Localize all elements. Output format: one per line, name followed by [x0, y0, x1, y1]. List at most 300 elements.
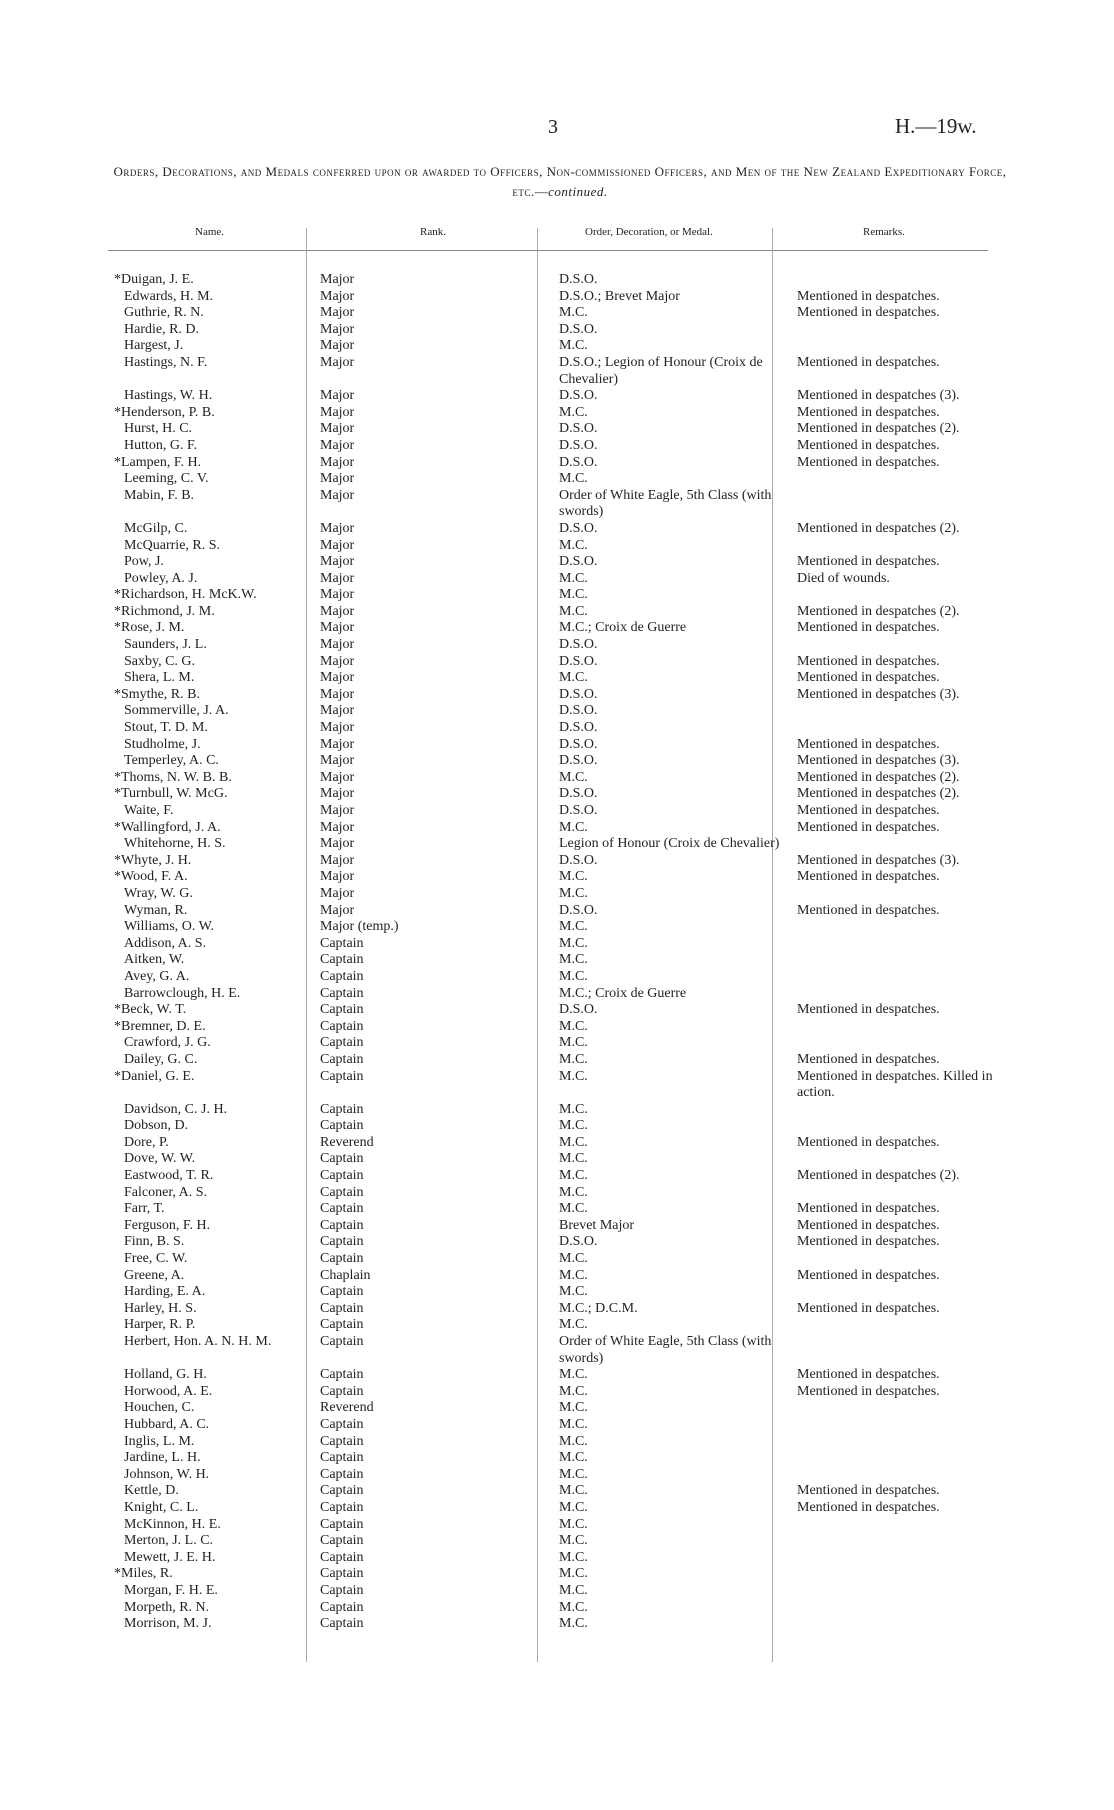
rank-cell: Major [320, 437, 355, 453]
order-cell: D.S.O. [559, 852, 598, 868]
table-row [110, 1135, 1017, 1152]
remarks-cell: Mentioned in despatches. [797, 1201, 940, 1217]
name-cell: Merton, J. L. C. [124, 1533, 214, 1549]
name-cell: Waite, F. [124, 803, 174, 818]
table-row [110, 1201, 1017, 1218]
table-row [110, 703, 1017, 720]
order-cell: Order of White Eagle, 5th Class (with swords) [559, 487, 772, 520]
table-row [110, 969, 1017, 986]
name-cell: Dobson, D. [124, 1118, 189, 1134]
remarks-cell: Mentioned in despatches. [797, 1134, 940, 1150]
order-cell: D.S.O. [559, 686, 598, 702]
name-cell: *Whyte, J. H. [114, 852, 192, 868]
name-cell: Harley, H. S. [124, 1300, 197, 1316]
table-row [110, 1168, 1017, 1185]
table-row [110, 1118, 1017, 1135]
order-cell: Legion of Honour (Croix de Chevalier) [559, 836, 780, 852]
rank-cell: Major [320, 520, 355, 536]
name-cell: Harper, R. P. [124, 1317, 196, 1333]
rank-cell: Captain [320, 1533, 364, 1549]
order-cell: M.C.; Croix de Guerre [559, 985, 687, 1001]
name-cell: *Miles, R. [114, 1566, 173, 1582]
rank-cell: Major [320, 537, 355, 553]
remarks-cell [789, 986, 1017, 1003]
remarks-cell: Mentioned in despatches. [797, 819, 940, 835]
remarks-cell: Mentioned in despatches (2). [797, 520, 960, 536]
remarks-cell: Mentioned in despatches. [797, 670, 940, 686]
name-cell: Guthrie, R. N. [124, 305, 204, 321]
name-cell: Sommerville, J. A. [124, 703, 229, 719]
name-cell: Barrowclough, H. E. [124, 985, 241, 1001]
order-cell: M.C. [559, 1151, 588, 1167]
name-cell: Greene, A. [124, 1267, 185, 1283]
order-cell: M.C. [559, 952, 588, 968]
name-cell: *Bremner, D. E. [114, 1018, 206, 1034]
rank-cell: Major [320, 554, 355, 570]
remarks-cell [789, 1118, 1017, 1135]
rank-cell: Major [320, 354, 355, 370]
name-cell: Jardine, L. H. [124, 1450, 201, 1466]
order-cell: M.C. [559, 537, 588, 553]
table-row [110, 1600, 1017, 1617]
remarks-cell [789, 936, 1017, 953]
name-cell: Eastwood, T. R. [124, 1168, 214, 1184]
remarks-cell: Mentioned in despatches. [797, 1002, 940, 1018]
rank-cell: Chaplain [320, 1267, 371, 1283]
remarks-cell [789, 703, 1017, 720]
table-row [110, 1500, 1017, 1517]
remarks-cell: Mentioned in despatches. [797, 454, 940, 470]
order-cell: D.S.O. [559, 736, 598, 752]
remarks-cell: Mentioned in despatches. [797, 305, 940, 321]
name-cell: Free, C. W. [124, 1251, 188, 1267]
name-cell: Dore, P. [124, 1134, 169, 1150]
remarks-cell: Mentioned in despatches. [797, 653, 940, 669]
remarks-cell: Mentioned in despatches. [797, 736, 940, 752]
remarks-cell [789, 322, 1017, 339]
remarks-cell [789, 1284, 1017, 1301]
name-cell: Davidson, C. J. H. [124, 1101, 228, 1117]
remarks-cell [789, 538, 1017, 555]
remarks-cell: Mentioned in despatches. Killed in action. [797, 1068, 993, 1101]
rank-cell: Captain [320, 935, 364, 951]
remarks-cell [789, 1434, 1017, 1451]
table-row [110, 869, 1017, 886]
remarks-cell [789, 1566, 1017, 1583]
order-cell: M.C. [559, 471, 588, 487]
order-cell: M.C. [559, 1068, 588, 1084]
remarks-cell: Mentioned in despatches (2). [797, 769, 960, 785]
table-row [110, 886, 1017, 903]
table-row [110, 620, 1017, 637]
table-row [110, 1301, 1017, 1318]
rank-cell: Captain [320, 1184, 364, 1200]
table-row [110, 1317, 1017, 1334]
order-cell: M.C. [559, 1317, 588, 1333]
order-cell: M.C. [559, 305, 588, 321]
column-header-remarks: Remarks. [863, 226, 905, 238]
order-cell: D.S.O. [559, 720, 598, 736]
remarks-cell: Mentioned in despatches. [797, 1051, 940, 1067]
document-id: H.—19w. [895, 114, 977, 138]
table-row [110, 1434, 1017, 1451]
order-cell: M.C. [559, 1284, 588, 1300]
name-cell: Mewett, J. E. H. [124, 1549, 216, 1565]
name-cell: Morpeth, R. N. [124, 1599, 210, 1615]
rank-cell: Captain [320, 1284, 364, 1300]
order-cell: D.S.O. [559, 454, 598, 470]
order-cell: M.C. [559, 1184, 588, 1200]
name-cell: Powley, A. J. [124, 570, 198, 586]
table-row [110, 1467, 1017, 1484]
rank-cell: Major [320, 819, 355, 835]
remarks-cell [789, 587, 1017, 604]
table-row [110, 1384, 1017, 1401]
name-cell: Holland, G. H. [124, 1367, 207, 1383]
remarks-cell [789, 1151, 1017, 1168]
name-cell: Knight, C. L. [124, 1499, 199, 1515]
name-cell: Hastings, N. F. [124, 354, 208, 370]
rank-cell: Captain [320, 1599, 364, 1615]
table-row [110, 770, 1017, 787]
table-row [110, 952, 1017, 969]
name-cell: Wyman, R. [124, 902, 188, 918]
name-cell: Morgan, F. H. E. [124, 1582, 218, 1598]
name-cell: Inglis, L. M. [124, 1433, 195, 1449]
order-cell: M.C. [559, 1483, 588, 1499]
name-cell: Dove, W. W. [124, 1151, 196, 1167]
order-cell: D.S.O. [559, 703, 598, 719]
name-cell: Addison, A. S. [124, 935, 207, 951]
page-number: 3 [548, 116, 558, 138]
name-cell: Aitken, W. [124, 952, 185, 968]
rank-cell: Major [320, 753, 355, 769]
name-cell: *Rose, J. M. [114, 620, 185, 636]
order-cell: D.S.O. [559, 1002, 598, 1018]
rank-cell: Captain [320, 1566, 364, 1582]
remarks-cell [789, 1019, 1017, 1036]
rank-cell: Captain [320, 1499, 364, 1515]
rank-cell: Captain [320, 1300, 364, 1316]
rank-cell: Captain [320, 1483, 364, 1499]
table-row [110, 1035, 1017, 1052]
rank-cell: Reverend [320, 1134, 374, 1150]
remarks-cell: Mentioned in despatches. [797, 1483, 940, 1499]
table-row [110, 1417, 1017, 1434]
order-cell: M.C. [559, 1251, 588, 1267]
order-cell: M.C. [559, 1018, 588, 1034]
name-cell: *Henderson, P. B. [114, 404, 215, 420]
table-row [110, 1566, 1017, 1583]
rank-cell: Major [320, 338, 355, 354]
rank-cell: Captain [320, 1168, 364, 1184]
table-row [110, 720, 1017, 737]
table-row [110, 355, 1017, 388]
rank-cell: Major [320, 769, 355, 785]
remarks-cell [789, 1035, 1017, 1052]
rank-cell: Major [320, 404, 355, 420]
table-row [110, 455, 1017, 472]
awards-table [110, 272, 1017, 1633]
order-cell: M.C. [559, 1599, 588, 1615]
order-cell: D.S.O. [559, 437, 598, 453]
name-cell: *Richardson, H. McK.W. [114, 587, 257, 603]
order-cell: M.C. [559, 603, 588, 619]
table-row [110, 1069, 1017, 1102]
remarks-cell [789, 1334, 1017, 1367]
name-cell: Falconer, A. S. [124, 1184, 208, 1200]
remarks-cell: Mentioned in despatches (2). [797, 786, 960, 802]
rank-cell: Captain [320, 968, 364, 984]
rank-cell: Major [320, 454, 355, 470]
table-row [110, 786, 1017, 803]
name-cell: *Richmond, J. M. [114, 603, 215, 619]
table-row [110, 1583, 1017, 1600]
remarks-cell: Mentioned in despatches. [797, 1367, 940, 1383]
order-cell: M.C. [559, 404, 588, 420]
order-cell: M.C. [559, 1566, 588, 1582]
table-row [110, 1367, 1017, 1384]
table-row [110, 1550, 1017, 1567]
rank-cell: Captain [320, 1051, 364, 1067]
order-cell: M.C. [559, 1499, 588, 1515]
remarks-cell: Mentioned in despatches (3). [797, 686, 960, 702]
table-row [110, 803, 1017, 820]
rank-cell: Major [320, 620, 355, 636]
heading-continued: continued. [548, 184, 608, 199]
name-cell: Kettle, D. [124, 1483, 179, 1499]
remarks-cell [789, 1317, 1017, 1334]
rank-cell: Captain [320, 1201, 364, 1217]
remarks-cell: Mentioned in despatches. [797, 1300, 940, 1316]
order-cell: M.C. [559, 1433, 588, 1449]
order-cell: M.C. [559, 968, 588, 984]
rank-cell: Major [320, 272, 355, 287]
rank-cell: Captain [320, 1251, 364, 1267]
order-cell: M.C. [559, 769, 588, 785]
rank-cell: Captain [320, 1383, 364, 1399]
rank-cell: Captain [320, 1018, 364, 1034]
name-cell: Stout, T. D. M. [124, 720, 208, 736]
remarks-cell: Mentioned in despatches (2). [797, 603, 960, 619]
remarks-cell: Died of wounds. [797, 570, 890, 586]
remarks-cell: Mentioned in despatches (2). [797, 421, 960, 437]
rank-cell: Major [320, 786, 355, 802]
remarks-cell [789, 1550, 1017, 1567]
order-cell: D.S.O. [559, 653, 598, 669]
table-row [110, 338, 1017, 355]
rank-cell: Major [320, 421, 355, 437]
awards-table-body [110, 272, 1017, 1633]
order-cell: M.C. [559, 587, 588, 603]
table-row [110, 571, 1017, 588]
table-row [110, 637, 1017, 654]
column-header-name: Name. [195, 226, 225, 238]
remarks-cell [789, 1467, 1017, 1484]
name-cell: Leeming, C. V. [124, 471, 209, 487]
name-cell: *Smythe, R. B. [114, 686, 200, 702]
rank-cell: Captain [320, 1616, 364, 1632]
order-cell: M.C. [559, 935, 588, 951]
table-row [110, 654, 1017, 671]
order-cell: D.S.O. [559, 421, 598, 437]
remarks-cell: Mentioned in despatches (3). [797, 388, 960, 404]
rank-cell: Major [320, 471, 355, 487]
rank-cell: Captain [320, 1367, 364, 1383]
table-row [110, 1284, 1017, 1301]
order-cell: Brevet Major [559, 1217, 635, 1233]
table-row [110, 587, 1017, 604]
remarks-cell [789, 1185, 1017, 1202]
name-cell: McGilp, C. [124, 520, 188, 536]
name-cell: Johnson, W. H. [124, 1466, 210, 1482]
rank-cell: Major [320, 852, 355, 868]
remarks-cell: Mentioned in despatches (3). [797, 753, 960, 769]
rank-cell: Captain [320, 1234, 364, 1250]
remarks-cell: Mentioned in despatches. [797, 620, 940, 636]
rank-cell: Major [320, 487, 355, 503]
name-cell: Houchen, C. [124, 1400, 195, 1416]
rank-cell: Major [320, 388, 355, 404]
order-cell: D.S.O. [559, 272, 598, 287]
rank-cell: Captain [320, 1433, 364, 1449]
order-cell: M.C. [559, 1549, 588, 1565]
remarks-cell: Mentioned in despatches. [797, 1217, 940, 1233]
order-cell: M.C. [559, 1101, 588, 1117]
name-cell: Saxby, C. G. [124, 653, 196, 669]
name-cell: *Duigan, J. E. [114, 272, 194, 287]
table-row [110, 1019, 1017, 1036]
name-cell: Herbert, Hon. A. N. H. M. [124, 1334, 272, 1349]
table-row [110, 1251, 1017, 1268]
table-row [110, 737, 1017, 754]
name-cell: Hastings, W. H. [124, 388, 213, 404]
remarks-cell [789, 886, 1017, 903]
order-cell: M.C. [559, 1533, 588, 1549]
remarks-cell [789, 1533, 1017, 1550]
rank-cell: Captain [320, 1068, 364, 1084]
name-cell: Saunders, J. L. [124, 637, 207, 653]
table-row [110, 322, 1017, 339]
order-cell: M.C. [559, 1051, 588, 1067]
name-cell: Studholme, J. [124, 736, 201, 752]
rank-cell: Major [320, 836, 355, 852]
name-cell: *Turnbull, W. McG. [114, 786, 228, 802]
table-row [110, 687, 1017, 704]
order-cell: M.C. [559, 1416, 588, 1432]
name-cell: *Thoms, N. W. B. B. [114, 769, 232, 785]
name-cell: Williams, O. W. [124, 919, 215, 935]
order-cell: M.C. [559, 1267, 588, 1283]
remarks-cell [789, 488, 1017, 521]
rank-cell: Captain [320, 1416, 364, 1432]
rank-cell: Captain [320, 1549, 364, 1565]
table-row [110, 919, 1017, 936]
table-row [110, 1102, 1017, 1119]
table-row [110, 670, 1017, 687]
order-cell: M.C. [559, 869, 588, 885]
rank-cell: Major [320, 587, 355, 603]
table-row [110, 1218, 1017, 1235]
rank-cell: Major [320, 670, 355, 686]
order-cell: M.C. [559, 1383, 588, 1399]
column-header-order: Order, Decoration, or Medal. [585, 226, 713, 238]
name-cell: Crawford, J. G. [124, 1035, 211, 1051]
table-row [110, 405, 1017, 422]
remarks-cell: Mentioned in despatches. [797, 869, 940, 885]
order-cell: M.C. [559, 570, 588, 586]
remarks-cell: Mentioned in despatches. [797, 554, 940, 570]
order-cell: M.C. [559, 819, 588, 835]
name-cell: Hardie, R. D. [124, 321, 200, 337]
rank-cell: Major [320, 570, 355, 586]
table-row [110, 538, 1017, 555]
order-cell: M.C.; D.C.M. [559, 1300, 638, 1316]
remarks-cell: Mentioned in despatches. [797, 288, 940, 304]
name-cell: *Daniel, G. E. [114, 1068, 195, 1084]
order-cell: M.C. [559, 1400, 588, 1416]
name-cell: McKinnon, H. E. [124, 1516, 221, 1532]
rank-cell: Captain [320, 1002, 364, 1018]
table-row [110, 1268, 1017, 1285]
remarks-cell: Mentioned in despatches. [797, 1234, 940, 1250]
rank-cell: Captain [320, 1516, 364, 1532]
name-cell: *Lampen, F. H. [114, 454, 202, 470]
order-cell: M.C. [559, 1367, 588, 1383]
rank-cell: Captain [320, 1466, 364, 1482]
rank-cell: Major [320, 603, 355, 619]
table-row [110, 1533, 1017, 1550]
remarks-cell [789, 1600, 1017, 1617]
order-cell: D.S.O. [559, 554, 598, 570]
table-row [110, 1334, 1017, 1367]
order-cell: M.C. [559, 1201, 588, 1217]
table-row [110, 604, 1017, 621]
remarks-cell: Mentioned in despatches (3). [797, 852, 960, 868]
name-cell: *Wood, F. A. [114, 869, 188, 885]
table-row [110, 936, 1017, 953]
remarks-cell [789, 1616, 1017, 1633]
remarks-cell [789, 1251, 1017, 1268]
rank-cell: Major [320, 869, 355, 885]
remarks-cell [789, 836, 1017, 853]
name-cell: Harding, E. A. [124, 1284, 206, 1300]
name-cell: Mabin, F. B. [124, 487, 195, 503]
column-header-rank: Rank. [420, 226, 446, 238]
heading-title: Orders, Decorations, and Medals conferred upon or awarded to Officers, Non-commissioned Officers, and Men of the New Zealand Expeditionary Force, etc.— [113, 164, 1007, 199]
rank-cell: Captain [320, 1217, 364, 1233]
name-cell: Hargest, J. [124, 338, 184, 354]
table-row [110, 986, 1017, 1003]
order-cell: D.S.O. [559, 1234, 598, 1250]
table-row [110, 438, 1017, 455]
order-cell: M.C. [559, 1168, 588, 1184]
table-row [110, 853, 1017, 870]
table-row [110, 471, 1017, 488]
order-cell: Order of White Eagle, 5th Class (with swords) [559, 1334, 772, 1366]
name-cell: Temperley, A. C. [124, 753, 219, 769]
remarks-cell [789, 1583, 1017, 1600]
rank-cell: Captain [320, 985, 364, 1001]
remarks-cell [789, 1417, 1017, 1434]
remarks-cell: Mentioned in despatches. [797, 1499, 940, 1515]
order-cell: D.S.O. [559, 637, 598, 653]
remarks-cell [789, 952, 1017, 969]
order-cell: D.S.O. [559, 803, 598, 818]
order-cell: M.C. [559, 338, 588, 354]
remarks-cell [789, 637, 1017, 654]
order-cell: M.C. [559, 1582, 588, 1598]
